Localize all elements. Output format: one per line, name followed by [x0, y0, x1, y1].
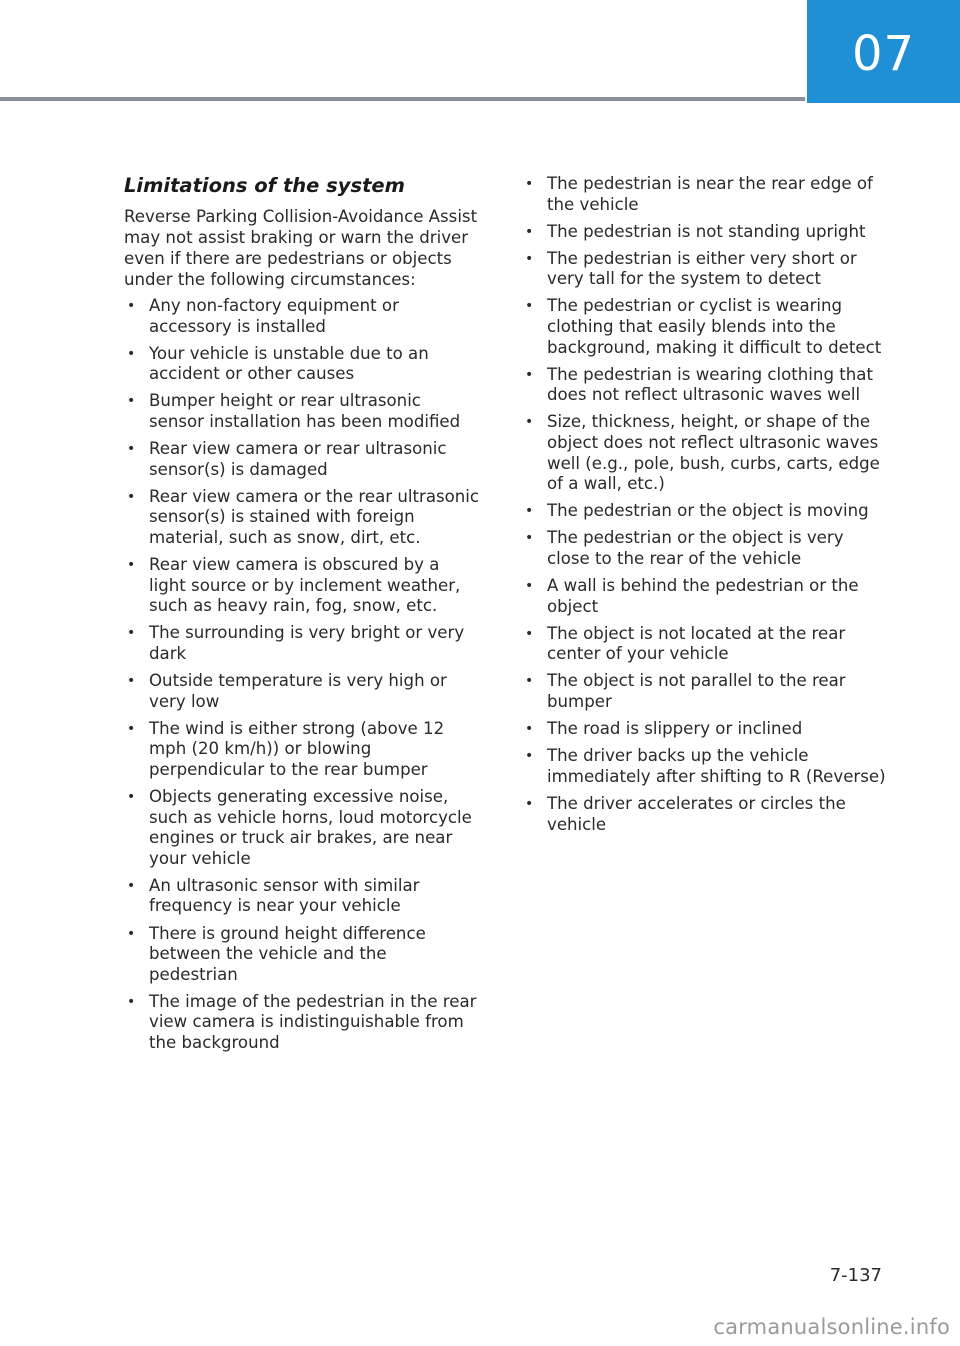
list-item	[522, 365, 888, 406]
list-item-text: The driver accelerates or circles the vehicle	[547, 793, 846, 834]
list-item-text: A wall is behind the pedestrian or the object	[547, 576, 859, 616]
list-item	[522, 746, 888, 787]
list-item	[124, 876, 480, 917]
list-item-text: The image of the pedestrian in the rear view camera is indistinguishable from the background	[149, 991, 477, 1052]
list-item	[522, 222, 888, 243]
list-item	[124, 671, 480, 712]
list-item	[522, 501, 888, 522]
list-item	[522, 249, 888, 290]
watermark: carmanualsonline.info	[713, 1315, 950, 1339]
bullet-icon: •	[525, 414, 534, 431]
bullet-icon: •	[127, 720, 136, 737]
list-item	[124, 623, 480, 664]
bullet-icon: •	[525, 366, 534, 383]
bullet-icon: •	[127, 393, 136, 410]
list-item-text: Rear view camera is obscured by a light source or by inclement weather, such as heavy rain, fog, snow, etc.	[149, 555, 461, 616]
list-item	[522, 296, 888, 358]
bullet-icon: •	[525, 298, 534, 315]
section-title: Limitations of the system	[124, 174, 405, 197]
list-item-text: Your vehicle is unstable due to an accident or other causes	[149, 343, 429, 384]
bullet-icon: •	[127, 925, 136, 942]
list-item	[522, 671, 888, 712]
list-item	[124, 439, 480, 480]
bullet-icon: •	[127, 788, 136, 805]
bullet-icon: •	[127, 345, 136, 362]
list-item-text: The pedestrian or the object is moving	[547, 501, 869, 521]
list-item-text: The pedestrian is either very short or very tall for the system to detect	[547, 248, 857, 289]
list-item-text: The pedestrian or the object is very close to the rear of the vehicle	[547, 528, 844, 568]
list-item	[124, 555, 480, 617]
list-item-text: Any non-factory equipment or accessory is installed	[149, 296, 399, 336]
bullet-icon: •	[127, 441, 136, 458]
list-item-text: Rear view camera or rear ultrasonic sensor(s) is damaged	[149, 439, 447, 479]
chapter-tab: 07	[807, 0, 960, 103]
list-item	[124, 787, 480, 869]
list-item-text: Outside temperature is very high or very low	[149, 671, 447, 711]
header-rule	[0, 97, 805, 101]
list-item-text: The pedestrian is near the rear edge of the vehicle	[547, 174, 873, 214]
bullet-icon: •	[525, 176, 534, 192]
intro-paragraph: Reverse Parking Collision-Avoidance Assist may not assist braking or warn the driver even if there are pedestrians or objects under the following circumstances:	[124, 207, 478, 289]
bullet-icon: •	[127, 298, 136, 314]
bullet-icon: •	[525, 223, 534, 240]
list-item-text: The driver backs up the vehicle immediately after shifting to R (Reverse)	[547, 746, 886, 786]
right-bullet-list	[522, 174, 888, 835]
list-item-text: There is ground height difference between the vehicle and the pedestrian	[149, 923, 426, 984]
list-item	[522, 719, 888, 740]
bullet-icon: •	[127, 625, 136, 642]
list-item	[522, 174, 888, 215]
list-item-text: The pedestrian is wearing clothing that does not reflect ultrasonic waves well	[547, 364, 873, 405]
list-item-text: The pedestrian is not standing upright	[547, 221, 866, 241]
list-item	[522, 794, 888, 835]
list-item-text: The wind is either strong (above 12 mph (20 km/h)) or blowing perpendicular to the rear bumper	[149, 718, 445, 779]
list-item-text: The surrounding is very bright or very dark	[149, 623, 465, 663]
left-bullet-list	[124, 296, 480, 1054]
right-column	[522, 174, 888, 842]
bullet-icon: •	[525, 250, 534, 267]
bullet-icon: •	[127, 557, 136, 574]
bullet-icon: •	[525, 530, 534, 547]
bullet-icon: •	[127, 488, 136, 505]
list-item-text: The object is not parallel to the rear bumper	[547, 671, 846, 712]
bullet-icon: •	[525, 673, 534, 690]
list-item	[522, 624, 888, 665]
bullet-icon: •	[525, 578, 534, 595]
page-number: 7-137	[829, 1265, 882, 1286]
list-item	[522, 412, 888, 494]
list-item-text: The object is not located at the rear center of your vehicle	[547, 623, 846, 664]
bullet-icon: •	[525, 795, 534, 812]
bullet-icon: •	[127, 877, 136, 894]
bullet-icon: •	[525, 625, 534, 642]
list-item-text: Size, thickness, height, or shape of the object does not reflect ultrasonic waves well (e.g., pole, bush, curbs, carts, edge of a wall, etc.)	[547, 412, 880, 494]
list-item-text: An ultrasonic sensor with similar frequency is near your vehicle	[149, 875, 420, 916]
bullet-icon: •	[127, 993, 136, 1010]
list-item	[522, 576, 888, 617]
list-item	[522, 528, 888, 569]
list-item	[124, 344, 480, 385]
list-item-text: Rear view camera or the rear ultrasonic sensor(s) is stained with foreign material, such as snow, dirt, etc.	[149, 486, 480, 547]
bullet-icon: •	[525, 748, 534, 765]
list-item	[124, 296, 480, 337]
list-item-text: The road is slippery or inclined	[547, 719, 803, 739]
list-item-text: Bumper height or rear ultrasonic sensor installation has been modified	[149, 391, 461, 431]
list-item	[124, 992, 480, 1054]
list-item	[124, 924, 480, 986]
list-item	[124, 719, 480, 781]
list-item	[124, 391, 480, 432]
list-item-text: The pedestrian or cyclist is wearing clothing that easily blends into the background, making it difficult to detect	[547, 296, 882, 357]
bullet-icon: •	[525, 503, 534, 520]
list-item-text: Objects generating excessive noise, such as vehicle horns, loud motorcycle engines or truck air brakes, are near your vehicle	[149, 786, 472, 868]
bullet-icon: •	[127, 673, 136, 689]
list-item	[124, 487, 480, 549]
left-column	[124, 172, 480, 1060]
bullet-icon: •	[525, 721, 534, 738]
